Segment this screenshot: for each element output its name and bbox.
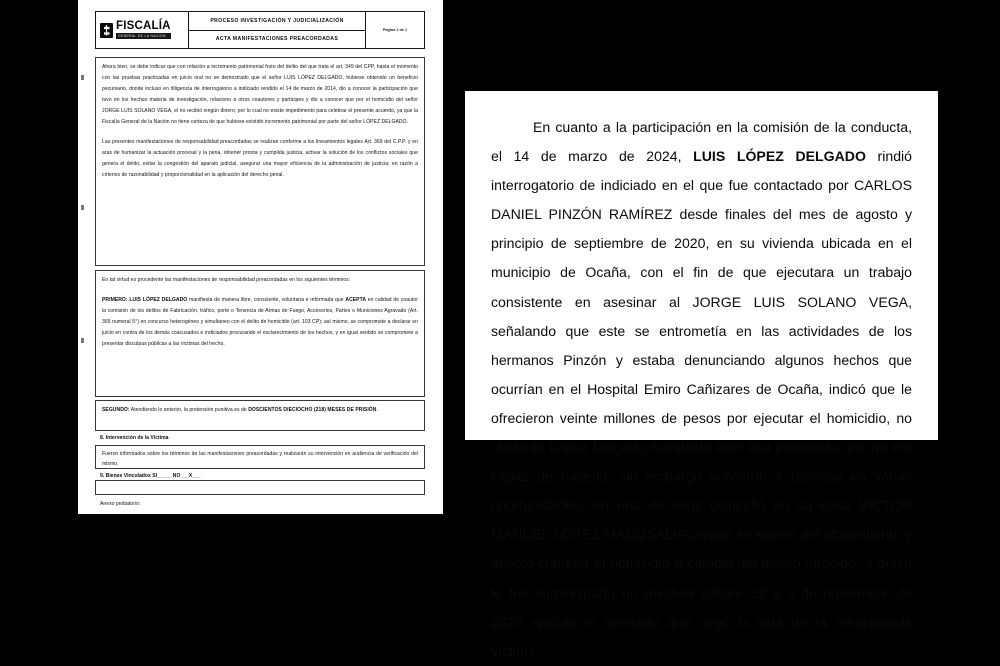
document-header-table bbox=[95, 11, 425, 49]
scanned-document-panel bbox=[78, 0, 443, 514]
fiscalia-logo-title: FISCALÍA bbox=[116, 19, 171, 32]
segundo-bold: DOSCIENTOS DIECIOCHO (218) MESES DE PRISIÓN bbox=[248, 407, 377, 413]
margin-tick bbox=[81, 75, 84, 80]
margin-tick bbox=[81, 205, 84, 210]
fiscalia-logo-text bbox=[116, 21, 171, 40]
document-paragraph-1: Ahora bien, se debe indicar que con relación a incremento patrimonial fruto del delito del que trata el art. 349 del CPP, hasta el momento con las pruebas practicadas en juicio oral no se demostrado que el señor LUIS LÓPEZ DELGADO, hubiese obtenido un beneficio pecuniario, donde incluso en diligencia de interrogatorio a indiciado rendido el 14 de marzo de 2014, dio a conocer la participación que tuvo en los hechos materia de investigación, relaciono a otros coautores y participes y dio a conocer que por el homicidio del señor JORGE LUIS SOLANO VEGA, el no recibió ningún dinero; por lo cual no existe impedimento para celebrar el presente acuerdo, ya que la Fiscalía General de la Nación no tiene certeza de que hubiese existido incremento patrimonial por parte del señor LÓPEZ DELGADO. bbox=[102, 64, 418, 126]
segundo-text-a: Atendiendo lo anterior, la pretensión punitiva es de bbox=[129, 407, 249, 413]
primero-label: PRIMERO: bbox=[102, 296, 128, 303]
document-main-block bbox=[95, 57, 425, 266]
anexo-probatorio-label: Anexo probatorio: bbox=[100, 501, 141, 507]
segundo-text-b: . bbox=[376, 407, 378, 413]
margin-tick bbox=[81, 338, 84, 343]
transcript-name-1: LUIS LÓPEZ DELGADO bbox=[693, 148, 866, 165]
transcript-text-2: rindió interrogatorio de indiciado en el que fue contactado por CARLOS DANIEL PINZÓN RAMÍREZ desde finales del mes de agosto y principio de septiembre de 2020, en su vivienda ubicada en el municipio de Ocaña, con el fin de que ejecutara un trabajo consistente en asesinar al JORGE LUIS SOLANO VEGA, señalando que este se entrometía en las actividades de los hermanos Pinzón y estaba denunciando algunos hechos que ocurrían en el Hospital Emiro Cañizares de Ocaña, indicó que le ofrecieron veinte millones de pesos por ejecutar el homicidio, no obstante López Delgado manifestó ante esa propuesta que no era capaz de hacerlo, sin embargo volvieron a reunirse en varias oportunidades, en una de ellas coincidió en su casa VÍCTOR MANUEL LÓPEZ MANOSALVA, quien se enteró del ofrecimiento y acepto cometer el homicidio a cambió del dinero ofrecido, a quien le fue suministrado un revolver calibre 32 y 3 de noviembre de 2020 ejecutó el atentado que cegó la vida de la mencionada víctima. bbox=[491, 148, 913, 659]
transcript-text-1: En cuanto a la participación en la comisión de la conducta, el 14 de marzo de 2024, bbox=[491, 119, 912, 165]
fiscalia-logo bbox=[96, 12, 189, 48]
segundo-label: SEGUNDO: bbox=[102, 407, 130, 413]
process-title-cell bbox=[189, 12, 366, 48]
document-primero-paragraph bbox=[102, 295, 418, 350]
section-9-title: 9. Bienes Vinculados SI_____ NO___X___ bbox=[100, 473, 201, 479]
primero-name: LUIS LÓPEZ DELGADO bbox=[129, 296, 188, 303]
page-indicator: Página 1 de 1 bbox=[382, 28, 408, 32]
primero-accepts: ACEPTA bbox=[345, 296, 367, 303]
document-segundo-block bbox=[95, 400, 425, 431]
section-8-title: 8. Intervención de la Víctima bbox=[100, 435, 169, 441]
section-9-box bbox=[95, 480, 425, 495]
process-line-1: PROCESO INVESTIGACIÓN Y JUDICIALIZACIÓN bbox=[189, 12, 365, 31]
primero-text-b: en calidad de coautor la comisión de los delitos de Fabricación, tráfico, porte o Tenencia de Armas de Fuego, Accesorios, Partes o Municiones Agravado (Art. 365 numeral 5°) en concurso heterogéneo y simultaneo con el delito de homicidio (art. 103 CP); así mismo, se compromete a declarar en juicio en contra de los demás coacusados e indiciados procurando el esclarecimiento de los hechos, y en igual sentido se compromete a presentar disculpas públicas a las victimas del hecho. bbox=[102, 296, 419, 347]
fiscalia-logo-subtitle: GENERAL DE LA NACIÓN bbox=[116, 33, 171, 39]
fiscalia-emblem-icon bbox=[100, 23, 113, 38]
section-8-text: Fueron informados sobre los términos de las manifestaciones preacordadas y realizarán su intervención en audiencia de verificación del mismo. bbox=[95, 445, 425, 469]
process-line-2: ACTA MANIFESTACIONES PREACORDADAS bbox=[215, 36, 339, 43]
transcript-paragraph bbox=[491, 113, 912, 666]
document-segundo-paragraph bbox=[102, 405, 418, 416]
document-paragraph-3-intro: En tal virtud es procedente las manifestaciones de responsabilidad preacordadas en los siguientes términos: bbox=[102, 277, 351, 283]
primero-text-a: manifiesta de manera libre, consciente, voluntaria e informada que bbox=[187, 296, 346, 303]
scanned-page bbox=[78, 0, 443, 514]
document-primero-block bbox=[95, 270, 425, 397]
document-paragraph-2: Las presentes manifestaciones de responsabilidad preacordadas se realizan conforme a los lineamientos legales Art. 369 del C.P.P. y en aras de humanizar la actuación procesal y la pena, obtener pronta y cumplida justicia, activar la solución de los conflictos sociales que genera el delito, evitar la congestión del aparato judicial, asegurar una mayor eficiencia de la administración de justicia; en razón a criterios de razonabilidad y proporcionalidad en la aplicación del derecho penal. bbox=[102, 139, 418, 179]
transcript-panel bbox=[465, 91, 938, 659]
